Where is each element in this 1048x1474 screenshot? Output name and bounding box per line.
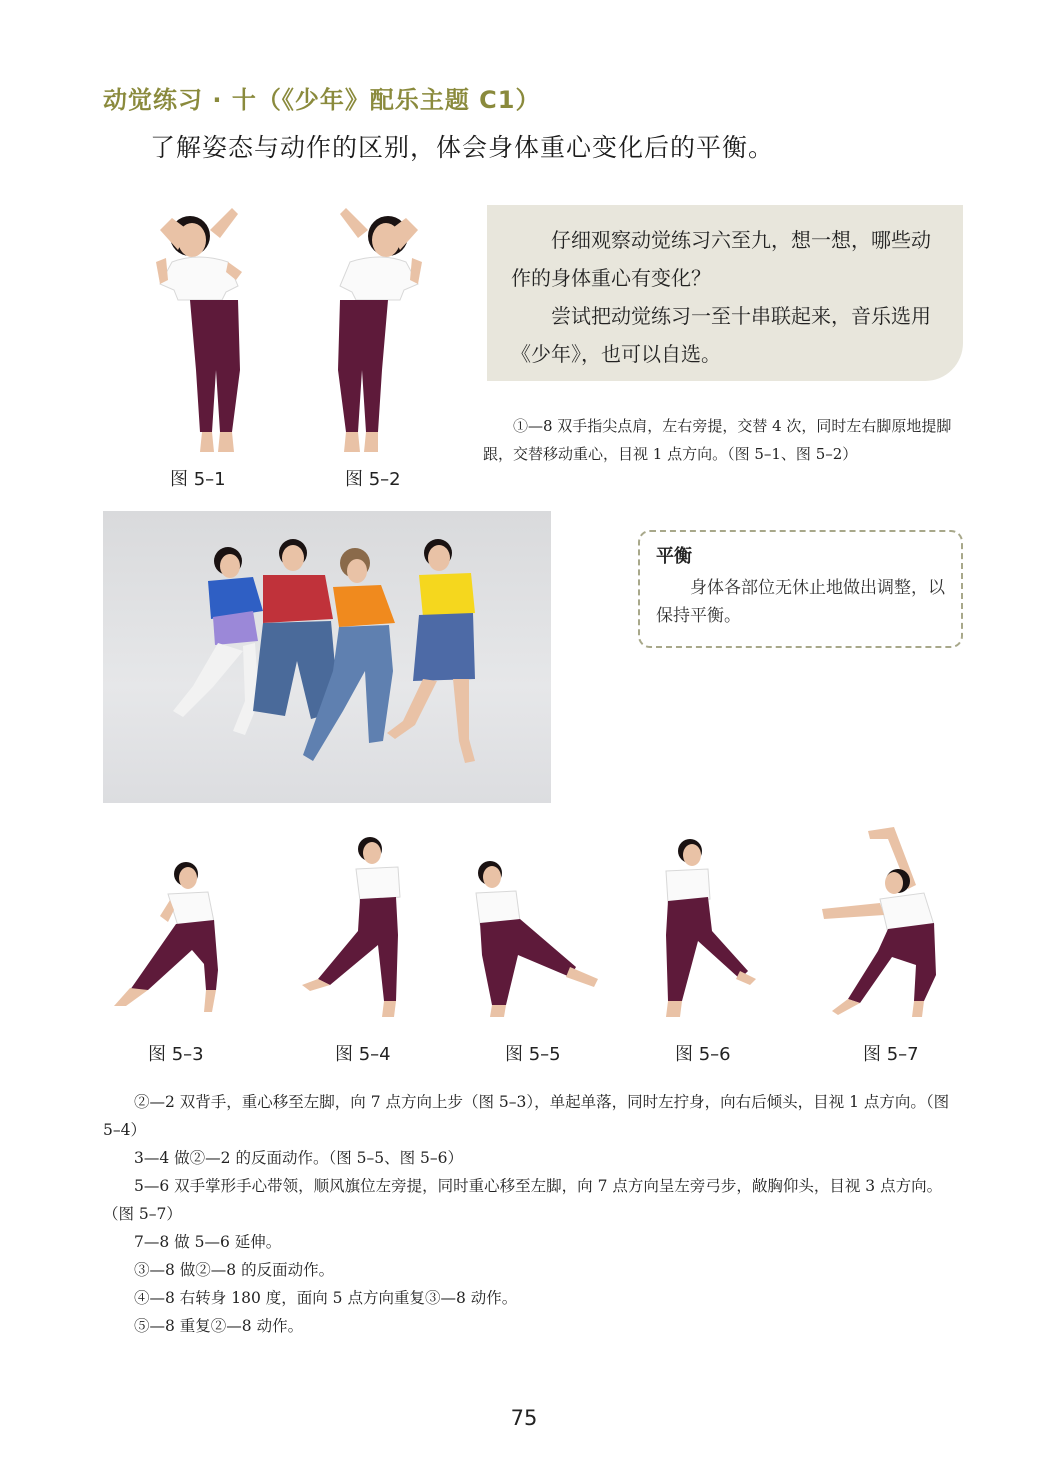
caption-fig-5-2: 图 5–2 (345, 469, 401, 490)
caption-fig-5-1: 图 5–1 (170, 469, 226, 490)
caption-fig-5-6: 图 5–6 (675, 1044, 731, 1065)
instruction-line: 3—4 做②—2 的反面动作。（图 5–5、图 5–6） (134, 1149, 463, 1167)
group-jump-photo (103, 511, 551, 803)
dancer-photo-fig-5-1 (150, 200, 250, 455)
caption-fig-5-3: 图 5–3 (148, 1044, 204, 1065)
dancer-photo-fig-5-6 (652, 835, 762, 1020)
page-number: 75 (510, 1406, 538, 1430)
dancer-photo-fig-5-5 (466, 855, 606, 1020)
exercise-subtitle: 了解姿态与动作的区别，体会身体重心变化后的平衡。 (150, 133, 775, 162)
reflection-paragraph-1: 仔细观察动觉练习六至九，想一想，哪些动作的身体重心有变化？ (511, 228, 931, 290)
balance-body: 身体各部位无休止地做出调整，以保持平衡。 (656, 578, 945, 626)
dancer-photo-fig-5-7 (820, 825, 950, 1020)
caption-fig-5-4: 图 5–4 (335, 1044, 391, 1065)
instruction-line: ④—8 右转身 180 度，面向 5 点方向重复③—8 动作。 (134, 1289, 518, 1307)
step-1-description: ①—8 双手指尖点肩，左右旁提，交替 4 次，同时左右脚原地提脚跟，交替移动重心，目视 1 点方向。（图 5–1、图 5–2） (483, 417, 952, 463)
reflection-paragraph-2: 尝试把动觉练习一至十串联起来，音乐选用《少年》，也可以自选。 (511, 304, 931, 366)
instruction-line: ②—2 双背手，重心移至左脚，向 7 点方向上步（图 5–3），单起单落，同时左拧身，向右后倾头，目视 1 点方向。（图 5–4） (103, 1093, 950, 1139)
movement-instructions (103, 1088, 965, 1340)
instruction-line: 5—6 双手掌形手心带领，顺风旗位左旁提，同时重心移至左脚，向 7 点方向呈左旁弓步，敞胸仰头，目视 3 点方向。（图 5–7） (103, 1177, 943, 1223)
balance-title: 平衡 (656, 546, 692, 567)
instruction-line: 7—8 做 5—6 延伸。 (134, 1233, 282, 1251)
caption-fig-5-7: 图 5–7 (863, 1044, 919, 1065)
instruction-line: ⑤—8 重复②—8 动作。 (134, 1317, 304, 1335)
balance-note-box (638, 530, 963, 648)
dancer-photo-fig-5-3 (108, 860, 228, 1020)
exercise-title: 动觉练习 · 十（《少年》配乐主题 C1） (103, 86, 541, 114)
instruction-line: ③—8 做②—8 的反面动作。 (134, 1261, 335, 1279)
dancer-photo-fig-5-2 (328, 200, 428, 455)
caption-fig-5-5: 图 5–5 (505, 1044, 561, 1065)
dancer-photo-fig-5-4 (300, 835, 410, 1020)
reflection-box (487, 205, 963, 381)
